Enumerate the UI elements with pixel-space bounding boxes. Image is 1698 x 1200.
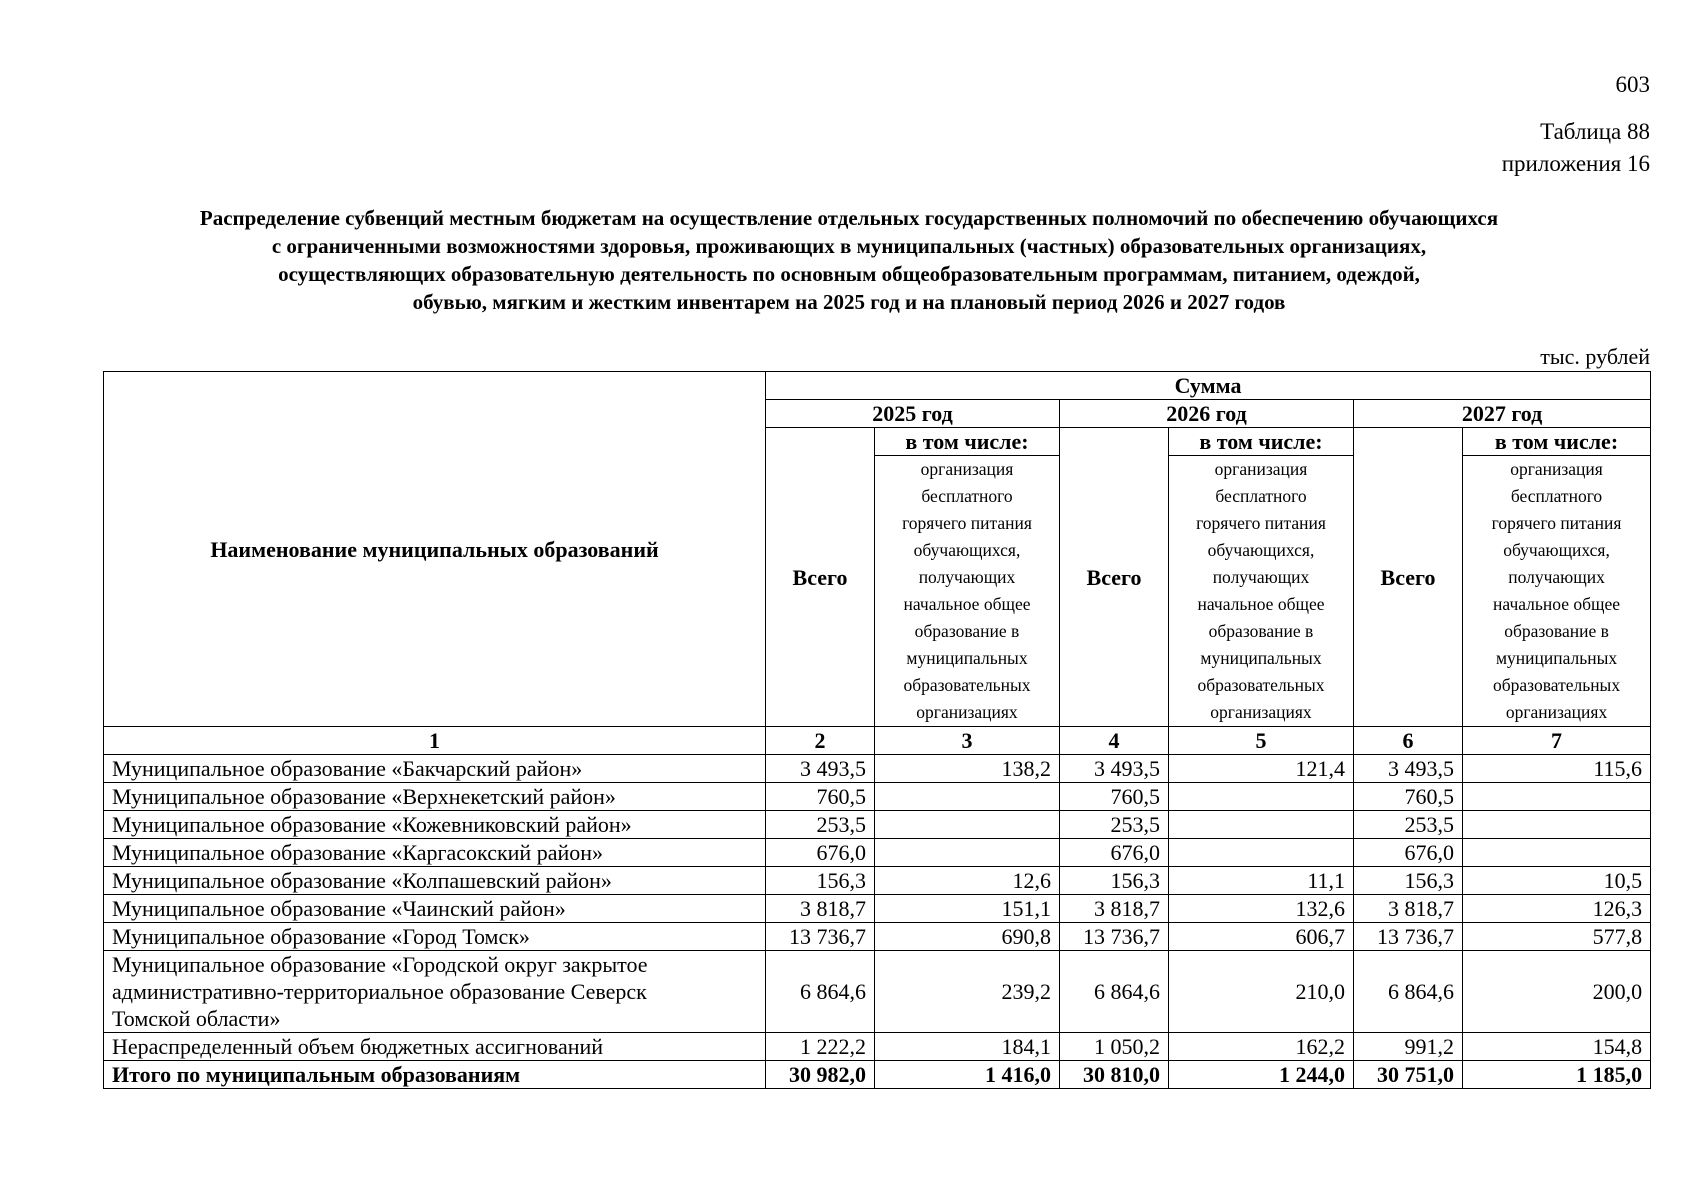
header-meals-description-2025 bbox=[875, 456, 1060, 727]
total-row bbox=[104, 1061, 1651, 1089]
value-cell: 184,1 bbox=[875, 1033, 1060, 1061]
description-line: горячего питания bbox=[1196, 513, 1326, 533]
table-row bbox=[104, 783, 1651, 811]
value-cell: 577,8 bbox=[1463, 923, 1651, 951]
value-cell: 13 736,7 bbox=[1354, 923, 1463, 951]
name-line: Муниципальное образование «Верхнекетский район» bbox=[112, 784, 616, 809]
value-cell: 200,0 bbox=[1463, 951, 1651, 1033]
total-value-cell: 30 810,0 bbox=[1060, 1061, 1169, 1089]
value-cell: 13 736,7 bbox=[766, 923, 875, 951]
value-cell: 676,0 bbox=[1354, 839, 1463, 867]
description-line: обучающихся, bbox=[913, 540, 1021, 560]
description-line: начальное общее bbox=[1197, 594, 1325, 614]
value-cell: 121,4 bbox=[1169, 755, 1354, 783]
description-line: горячего питания bbox=[1491, 513, 1622, 533]
header-meals-description-2026 bbox=[1169, 456, 1354, 727]
title-line: обувью, мягким и жестким инвентарем на 2025 год и на плановый период 2026 и 2027 годов bbox=[412, 290, 1286, 314]
column-number: 3 bbox=[875, 727, 1060, 755]
column-number: 4 bbox=[1060, 727, 1169, 755]
value-cell: 11,1 bbox=[1169, 867, 1354, 895]
name-line: Муниципальное образование «Город Томск» bbox=[112, 924, 530, 949]
subvention-table bbox=[103, 371, 1651, 1089]
value-cell bbox=[1169, 783, 1354, 811]
value-cell: 676,0 bbox=[766, 839, 875, 867]
column-number: 7 bbox=[1463, 727, 1651, 755]
total-value-cell: 30 751,0 bbox=[1354, 1061, 1463, 1089]
name-line: Муниципальное образование «Каргасокский район» bbox=[112, 840, 604, 865]
value-cell: 10,5 bbox=[1463, 867, 1651, 895]
value-cell: 760,5 bbox=[1060, 783, 1169, 811]
value-cell: 239,2 bbox=[875, 951, 1060, 1033]
header-total-2027: Всего bbox=[1354, 428, 1463, 727]
description-line: муниципальных bbox=[906, 648, 1028, 668]
municipality-name bbox=[104, 783, 766, 811]
value-cell: 115,6 bbox=[1463, 755, 1651, 783]
header-year-2027: 2027 год bbox=[1354, 400, 1651, 428]
description-line: организация bbox=[1214, 459, 1308, 479]
description-line: бесплатного bbox=[921, 486, 1013, 506]
name-line: административно-территориальное образование Северск bbox=[112, 979, 647, 1004]
value-cell: 6 864,6 bbox=[1060, 951, 1169, 1033]
column-number: 2 bbox=[766, 727, 875, 755]
value-cell: 991,2 bbox=[1354, 1033, 1463, 1061]
value-cell: 1 050,2 bbox=[1060, 1033, 1169, 1061]
description-line: образование в bbox=[1504, 621, 1609, 641]
annex-ref-line: приложения 16 bbox=[1501, 151, 1650, 176]
table-row bbox=[104, 951, 1651, 1033]
description-line: получающих bbox=[1212, 567, 1310, 587]
value-cell bbox=[1169, 811, 1354, 839]
description-line: горячего питания bbox=[902, 513, 1032, 533]
municipality-name bbox=[104, 811, 766, 839]
table-row bbox=[104, 923, 1651, 951]
value-cell: 1 222,2 bbox=[766, 1033, 875, 1061]
description-line: организация bbox=[1510, 459, 1603, 479]
name-line: Томской области» bbox=[112, 1006, 281, 1031]
municipality-name bbox=[104, 755, 766, 783]
value-cell: 156,3 bbox=[1354, 867, 1463, 895]
total-value-cell: 1 244,0 bbox=[1169, 1061, 1354, 1089]
table-row bbox=[104, 839, 1651, 867]
description-line: обучающихся, bbox=[1503, 540, 1610, 560]
value-cell: 151,1 bbox=[875, 895, 1060, 923]
value-cell: 156,3 bbox=[1060, 867, 1169, 895]
units-label: тыс. рублей bbox=[1540, 344, 1650, 369]
header-name: Наименование муниципальных образований bbox=[104, 372, 766, 727]
municipality-name bbox=[104, 839, 766, 867]
document-title bbox=[100, 204, 1598, 316]
name-line: Муниципальное образование «Бакчарский район» bbox=[112, 756, 583, 781]
description-line: образование в bbox=[914, 621, 1020, 641]
value-cell bbox=[875, 783, 1060, 811]
value-cell: 3 818,7 bbox=[766, 895, 875, 923]
municipality-name bbox=[104, 1033, 766, 1061]
value-cell bbox=[1463, 811, 1651, 839]
value-cell: 253,5 bbox=[1354, 811, 1463, 839]
value-cell bbox=[1463, 783, 1651, 811]
total-value-cell: 1 185,0 bbox=[1463, 1061, 1651, 1089]
description-line: бесплатного bbox=[1215, 486, 1307, 506]
value-cell: 13 736,7 bbox=[1060, 923, 1169, 951]
name-line: Муниципальное образование «Кожевниковский район» bbox=[112, 812, 632, 837]
value-cell: 606,7 bbox=[1169, 923, 1354, 951]
description-line: организациях bbox=[916, 702, 1018, 722]
value-cell bbox=[1463, 839, 1651, 867]
total-value-cell: 1 416,0 bbox=[875, 1061, 1060, 1089]
description-line: образование в bbox=[1208, 621, 1314, 641]
header-including-2026: в том числе: bbox=[1169, 428, 1354, 456]
value-cell: 3 493,5 bbox=[1060, 755, 1169, 783]
column-number-row bbox=[104, 727, 1651, 755]
value-cell: 12,6 bbox=[875, 867, 1060, 895]
value-cell: 138,2 bbox=[875, 755, 1060, 783]
value-cell: 760,5 bbox=[766, 783, 875, 811]
page-number: 603 bbox=[1615, 72, 1650, 97]
description-line: образовательных bbox=[903, 675, 1031, 695]
description-line: начальное общее bbox=[1493, 594, 1621, 614]
description-line: бесплатного bbox=[1510, 486, 1603, 506]
value-cell: 676,0 bbox=[1060, 839, 1169, 867]
title-line: с ограниченными возможностями здоровья, проживающих в муниципальных (частных) образовательных организациях, bbox=[271, 234, 1427, 258]
column-number: 6 bbox=[1354, 727, 1463, 755]
title-line: осуществляющих образовательную деятельность по основным общеобразовательным программам, питанием, одеждой, bbox=[278, 262, 1420, 286]
value-cell: 3 493,5 bbox=[1354, 755, 1463, 783]
header-meals-description-2027 bbox=[1463, 456, 1651, 727]
value-cell: 253,5 bbox=[766, 811, 875, 839]
header-year-2026: 2026 год bbox=[1060, 400, 1354, 428]
name-line: Нераспределенный объем бюджетных ассигнований bbox=[112, 1034, 604, 1059]
title-line: Распределение субвенций местным бюджетам на осуществление отдельных государственных полномочий по обеспечению обучающихся bbox=[199, 206, 1499, 230]
column-number: 5 bbox=[1169, 727, 1354, 755]
description-line: организация bbox=[920, 459, 1014, 479]
header-including-2025: в том числе: bbox=[875, 428, 1060, 456]
table-row bbox=[104, 1033, 1651, 1061]
description-line: получающих bbox=[918, 567, 1016, 587]
value-cell: 210,0 bbox=[1169, 951, 1354, 1033]
description-line: образовательных bbox=[1492, 675, 1621, 695]
table-row bbox=[104, 895, 1651, 923]
description-line: обучающихся, bbox=[1207, 540, 1315, 560]
header-including-2027: в том числе: bbox=[1463, 428, 1651, 456]
header-year-2025: 2025 год bbox=[766, 400, 1060, 428]
name-line: Муниципальное образование «Колпашевский район» bbox=[112, 868, 612, 893]
description-line: образовательных bbox=[1197, 675, 1325, 695]
table-row bbox=[104, 811, 1651, 839]
description-line: начальное общее bbox=[903, 594, 1031, 614]
table-body bbox=[104, 755, 1651, 1089]
description-line: организациях bbox=[1505, 702, 1608, 722]
total-value-cell: 30 982,0 bbox=[766, 1061, 875, 1089]
municipality-name bbox=[104, 951, 766, 1033]
municipality-name bbox=[104, 923, 766, 951]
table-ref-line: Таблица 88 bbox=[1540, 119, 1650, 144]
value-cell: 154,8 bbox=[1463, 1033, 1651, 1061]
municipality-name bbox=[104, 867, 766, 895]
value-cell: 760,5 bbox=[1354, 783, 1463, 811]
total-label: Итого по муниципальным образованиям bbox=[104, 1061, 766, 1089]
value-cell bbox=[875, 811, 1060, 839]
header-total-2025: Всего bbox=[766, 428, 875, 727]
value-cell: 690,8 bbox=[875, 923, 1060, 951]
value-cell: 3 493,5 bbox=[766, 755, 875, 783]
name-line: Муниципальное образование «Городской округ закрытое bbox=[112, 952, 648, 977]
value-cell: 3 818,7 bbox=[1354, 895, 1463, 923]
table-row bbox=[104, 755, 1651, 783]
header-total-2026: Всего bbox=[1060, 428, 1169, 727]
value-cell bbox=[875, 839, 1060, 867]
value-cell: 253,5 bbox=[1060, 811, 1169, 839]
municipality-name bbox=[104, 895, 766, 923]
value-cell: 3 818,7 bbox=[1060, 895, 1169, 923]
table-reference bbox=[1502, 116, 1650, 180]
value-cell: 132,6 bbox=[1169, 895, 1354, 923]
description-line: муниципальных bbox=[1200, 648, 1322, 668]
value-cell: 6 864,6 bbox=[1354, 951, 1463, 1033]
description-line: получающих bbox=[1508, 567, 1605, 587]
header-sum: Сумма bbox=[766, 372, 1651, 400]
value-cell: 162,2 bbox=[1169, 1033, 1354, 1061]
description-line: организациях bbox=[1210, 702, 1312, 722]
value-cell: 156,3 bbox=[766, 867, 875, 895]
table-row bbox=[104, 867, 1651, 895]
description-line: муниципальных bbox=[1495, 648, 1618, 668]
name-line: Муниципальное образование «Чаинский район» bbox=[112, 896, 566, 921]
value-cell: 126,3 bbox=[1463, 895, 1651, 923]
value-cell bbox=[1169, 839, 1354, 867]
column-number: 1 bbox=[104, 727, 766, 755]
value-cell: 6 864,6 bbox=[766, 951, 875, 1033]
